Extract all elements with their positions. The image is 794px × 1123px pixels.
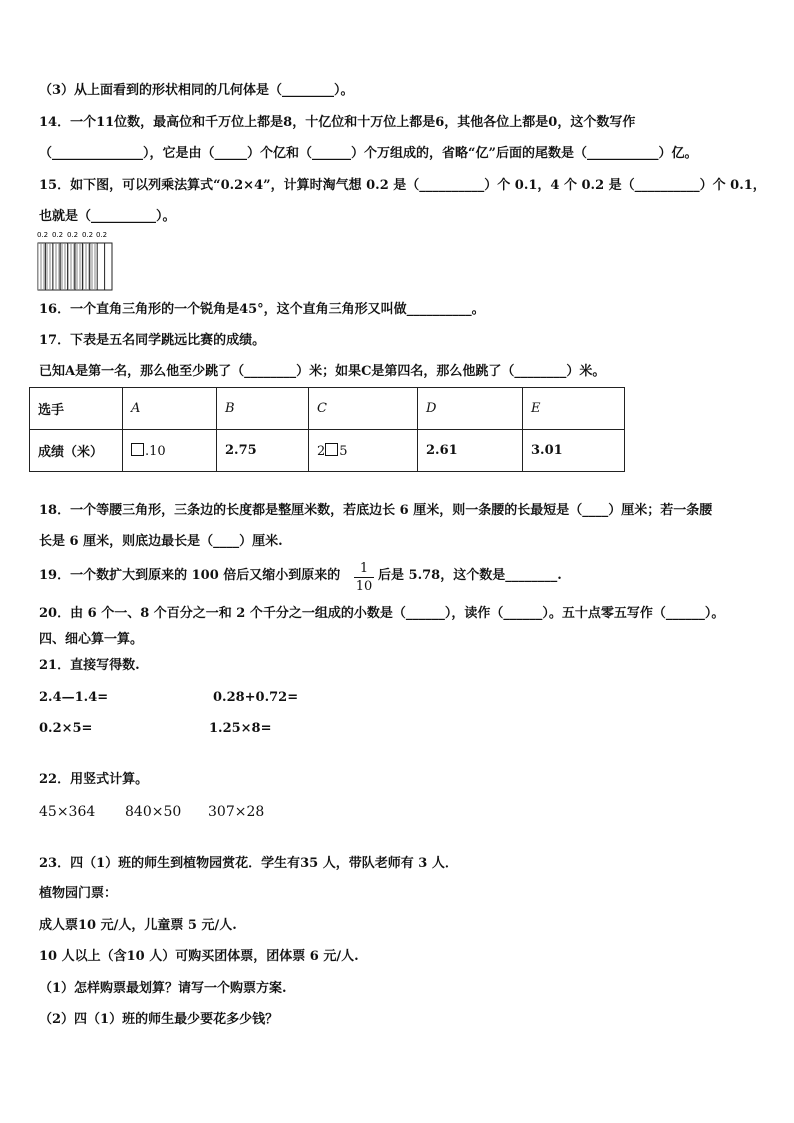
q22-item: 45×364 [39, 804, 96, 820]
q23-line4: 10 人以上（含10 人）可购买团体票，团体票 6 元/人. [39, 949, 359, 964]
q15-line1: 15．如下图，可以列乘法算式“0.2×4”，计算时淘气想 0.2 是（__________）个 0.1，4 个 0.2 是（__________）个 0.1， [39, 178, 766, 193]
table-row [30, 430, 625, 472]
q23-sub2: （2）四（1）班的师生最少要花多少钱？ [39, 1012, 279, 1027]
q17-line2: 已知A是第一名，那么他至少跳了（________）米；如果C是第四名，那么他跳了（________）米。 [39, 364, 606, 379]
figure-label: 0.2 [37, 231, 49, 239]
q16: 16．一个直角三角形的一个锐角是45°，这个直角三角形又叫做__________。 [39, 302, 485, 317]
table-row [30, 388, 625, 430]
table-cell: B [217, 388, 309, 430]
figure-label: 0.2 [96, 231, 108, 239]
q21-item: 0.2×5= [39, 721, 93, 736]
cell-text: 5 [339, 443, 348, 459]
q18-line2: 长是 6 厘米，则底边最长是（____）厘米. [39, 534, 283, 549]
table-cell: 选手 [30, 388, 123, 430]
q23-line1: 23．四（1）班的师生到植物园赏花．学生有35 人，带队老师有 3 人． [39, 856, 458, 871]
fraction-numerator: 1 [359, 561, 369, 576]
q18-line1: 18．一个等腰三角形，三条边的长度都是整厘米数，若底边长 6 厘米，则一条腰的长最短是（____）厘米；若一条腰 [39, 503, 713, 518]
blank-box-icon [131, 443, 144, 456]
q14-line1: 14．一个11位数，最高位和千万位上都是8，十亿位和十万位上都是6，其他各位上都是0，这个数写作 [39, 115, 636, 130]
section-heading: 四、细心算一算。 [39, 632, 144, 647]
cell-text: .10 [145, 443, 166, 459]
q22-title: 22．用竖式计算。 [39, 772, 149, 787]
q21-item: 2.4—1.4= [39, 690, 109, 705]
fraction-bar [354, 577, 374, 578]
q20: 20．由 6 个一、8 个百分之一和 2 个千分之一组成的小数是（______），读作（______）。五十点零五写作（______）。 [39, 606, 725, 621]
q17-line1: 17．下表是五名同学跳远比赛的成绩。 [39, 333, 266, 348]
q21-title: 21．直接写得数. [39, 658, 140, 673]
table-cell: 2.75 [217, 430, 309, 472]
q23-sub1: （1）怎样购票最划算？请写一个购票方案. [39, 981, 287, 996]
q22-item: 307×28 [208, 804, 265, 820]
score-table [29, 387, 625, 472]
table-cell-c [309, 430, 418, 472]
figure-label: 0.2 [82, 231, 94, 239]
table-cell: 2.61 [418, 430, 523, 472]
table-cell: 成绩（米） [30, 430, 123, 472]
table-cell-a [123, 430, 217, 472]
table-cell: D [418, 388, 523, 430]
table-cell: E [523, 388, 625, 430]
fraction-denominator: 10 [355, 579, 373, 594]
q21-item: 0.28+0.72= [213, 690, 299, 705]
q15-figure [37, 229, 117, 291]
q22-item: 840×50 [125, 804, 182, 820]
table-cell: C [309, 388, 418, 430]
blank-box-icon [325, 443, 338, 456]
cell-text: 2 [317, 443, 326, 459]
table-cell: 3.01 [523, 430, 625, 472]
q19-after: 后是 5.78，这个数是________. [378, 568, 562, 583]
q14-line2: （______________），它是由（_____）个亿和（______）个万组成的，省略“亿”后面的尾数是（___________）亿。 [39, 146, 698, 161]
q19-fraction [354, 561, 374, 594]
q13-sub3: （3）从上面看到的形状相同的几何体是（________）。 [39, 83, 354, 98]
q23-line3: 成人票10 元/人，儿童票 5 元/人. [39, 918, 237, 933]
q21-item: 1.25×8= [209, 721, 272, 736]
q19-before: 19．一个数扩大到原来的 100 倍后又缩小到原来的 [39, 568, 341, 583]
q15-line2: 也就是（__________）。 [39, 209, 176, 224]
figure-label: 0.2 [67, 231, 79, 239]
q23-line2: 植物园门票： [39, 886, 118, 901]
figure-label: 0.2 [52, 231, 64, 239]
table-cell: A [123, 388, 217, 430]
